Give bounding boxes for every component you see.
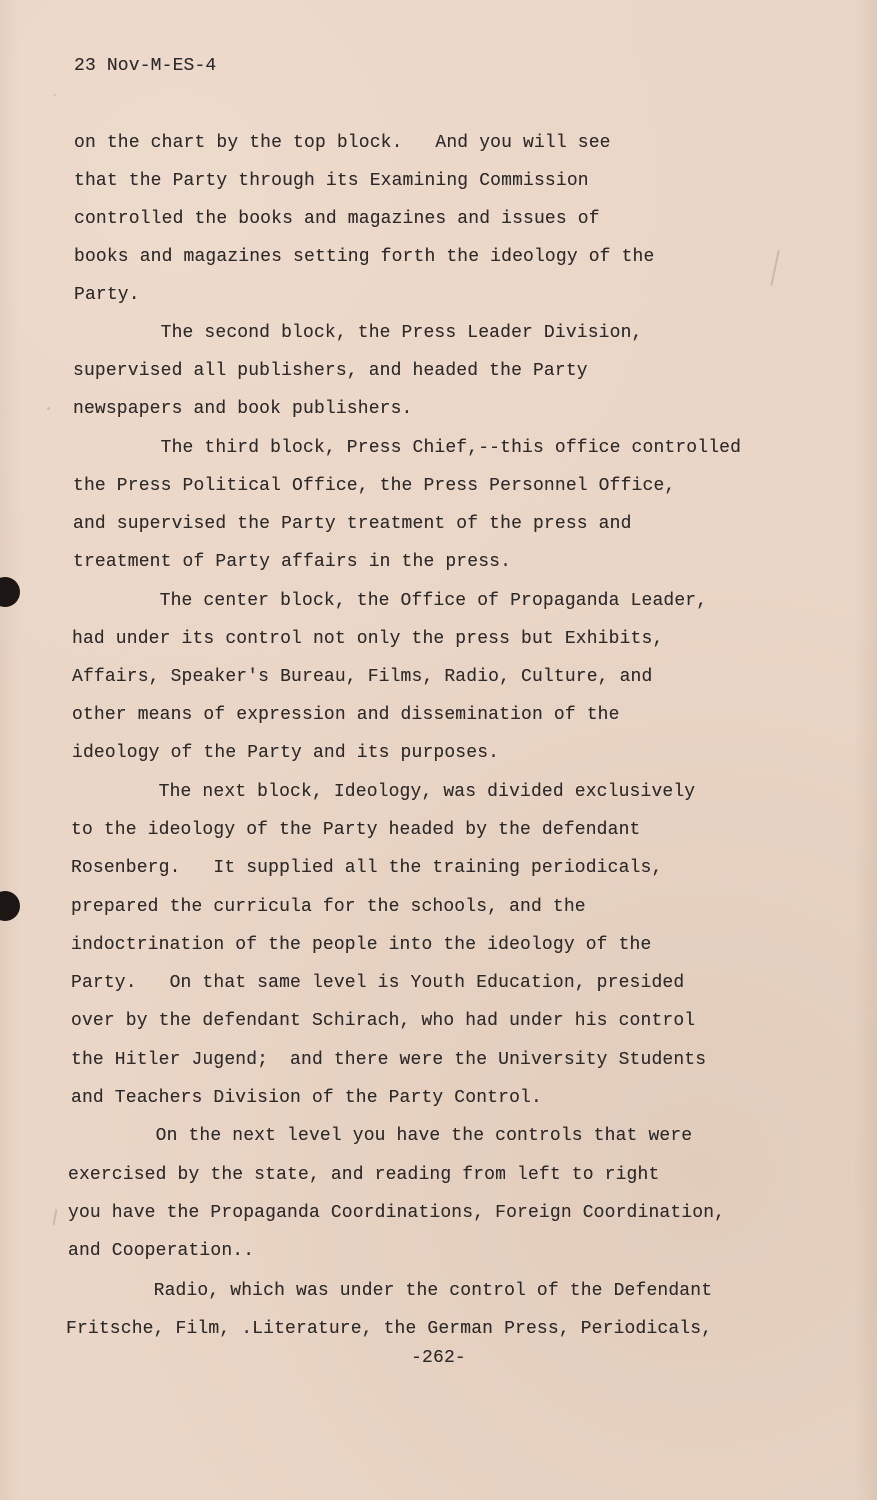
body-line: the Hitler Jugend; and there were the University Students — [71, 1050, 707, 1070]
body-line: exercised by the state, and reading from left to right — [68, 1165, 660, 1185]
body-line: On the next level you have the controls that were — [68, 1126, 693, 1146]
body-line: The second block, the Press Leader Division, — [73, 323, 643, 343]
body-line: The third block, Press Chief,--this office controlled — [73, 438, 742, 458]
body-line: and Teachers Division of the Party Control. — [71, 1088, 542, 1108]
body-line: Radio, which was under the control of the Defendant — [66, 1281, 713, 1301]
binder-hole-lower — [0, 891, 20, 921]
body-line: The center block, the Office of Propaganda Leader, — [72, 591, 708, 611]
body-line: on the chart by the top block. And you will see — [74, 133, 611, 153]
body-line: and supervised the Party treatment of the press and — [73, 514, 632, 534]
document-reference-header: 23 Nov-M-ES-4 — [74, 56, 217, 76]
binder-hole-upper — [0, 577, 20, 607]
paper-speck — [54, 94, 56, 96]
body-line: Party. On that same level is Youth Education, presided — [71, 973, 685, 993]
paper-scratch-mark — [770, 250, 779, 286]
body-line: newspapers and book publishers. — [73, 399, 413, 419]
body-line: indoctrination of the people into the ideology of the — [71, 935, 652, 955]
body-line: books and magazines setting forth the ideology of the — [74, 247, 655, 267]
body-line: other means of expression and dissemination of the — [72, 705, 620, 725]
body-line: prepared the curricula for the schools, and the — [71, 897, 586, 917]
body-line: The next block, Ideology, was divided exclusively — [71, 782, 696, 802]
body-line: controlled the books and magazines and issues of — [74, 209, 600, 229]
body-line: that the Party through its Examining Commission — [74, 171, 589, 191]
body-line: Fritsche, Film, .Literature, the German Press, Periodicals, — [66, 1319, 713, 1339]
paper-speck — [47, 407, 50, 410]
body-line: and Cooperation.. — [68, 1241, 255, 1261]
body-line: ideology of the Party and its purposes. — [72, 743, 500, 763]
body-line: over by the defendant Schirach, who had under his control — [71, 1011, 696, 1031]
body-line: the Press Political Office, the Press Personnel Office, — [73, 476, 676, 496]
body-line: Party. — [74, 285, 140, 305]
page-number: -262- — [411, 1348, 466, 1368]
body-line: you have the Propaganda Coordinations, Foreign Coordination, — [68, 1203, 726, 1223]
body-line: treatment of Party affairs in the press. — [73, 552, 512, 572]
body-line: Rosenberg. It supplied all the training periodicals, — [71, 858, 663, 878]
body-line: to the ideology of the Party headed by the defendant — [71, 820, 641, 840]
paper-scratch-mark — [53, 1209, 58, 1225]
body-line: supervised all publishers, and headed the Party — [73, 361, 588, 381]
body-line: had under its control not only the press but Exhibits, — [72, 629, 664, 649]
body-line: Affairs, Speaker's Bureau, Films, Radio, Culture, and — [72, 667, 653, 687]
